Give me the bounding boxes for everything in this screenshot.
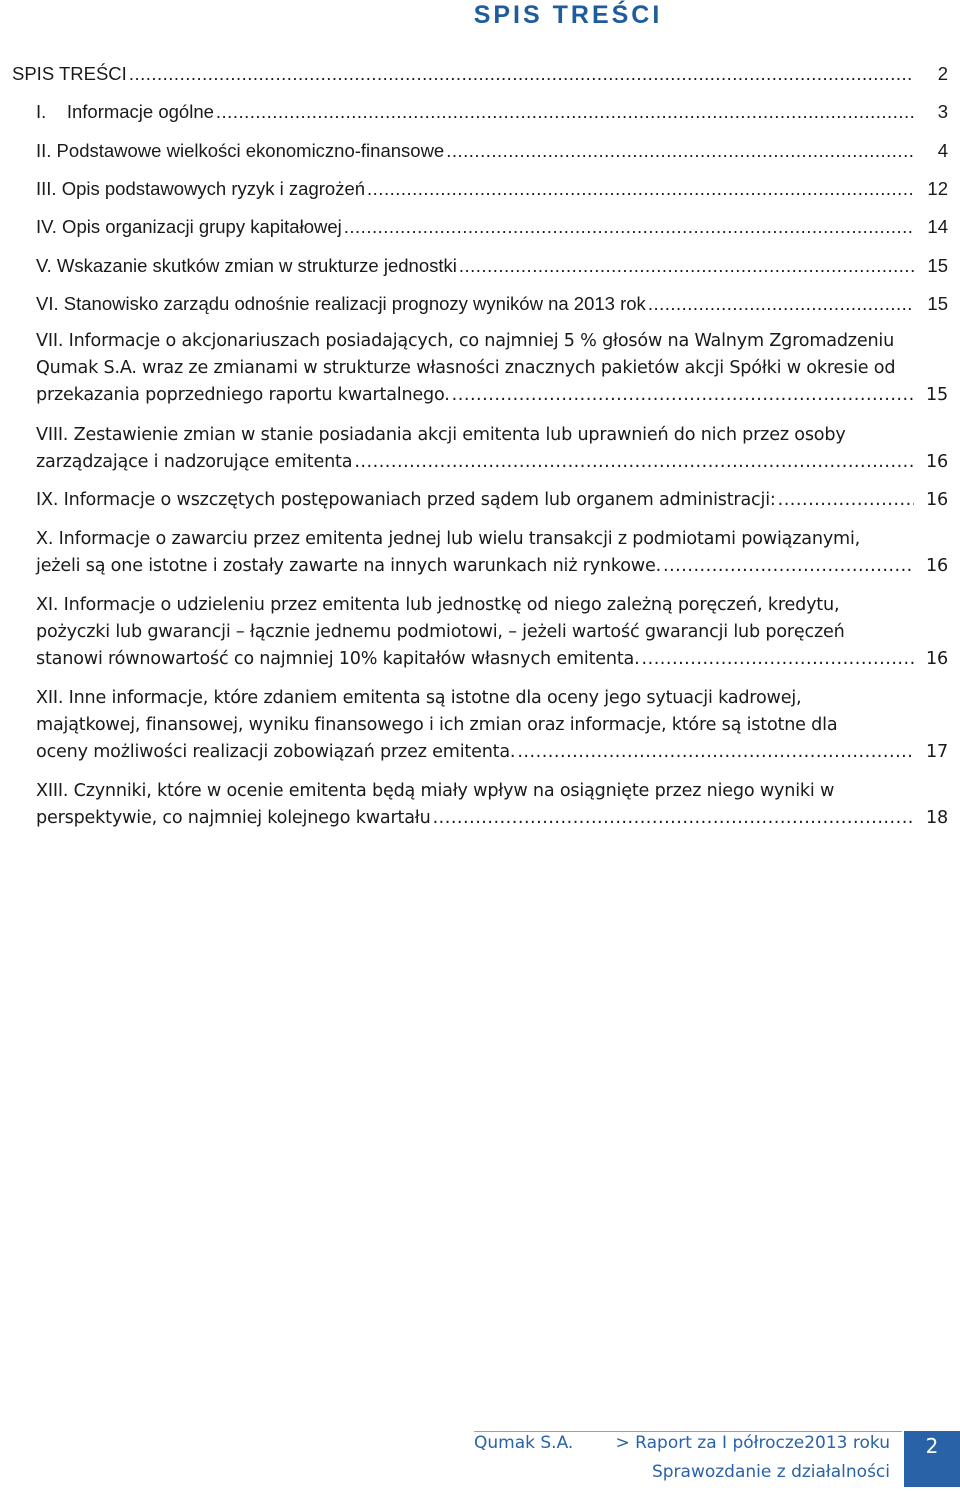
toc-entry-text: XII. Inne informacje, które zdaniem emitenta są istotne dla oceny jego sytuacji kadrowej, [36, 688, 802, 708]
toc-entry[interactable] [36, 778, 948, 832]
toc-entry-text: jeżeli są one istotne i zostały zawarte na innych warunkach niż rynkowe. [36, 556, 661, 576]
toc-entry-text: perspektywie, co najmniej kolejnego kwartału [36, 808, 431, 828]
toc-entry-text: SPIS TREŚCI [12, 63, 127, 84]
toc-entry[interactable] [36, 328, 948, 409]
toc-page-number: 15 [926, 385, 948, 405]
toc-entry-text: XIII. Czynniki, które w ocenie emitenta będą miały wpływ na osiągnięte przez niego wyniki w [36, 781, 835, 801]
toc-page-number: 14 [927, 216, 948, 237]
toc-entry-text: VIII. Zestawienie zmian w stanie posiadania akcji emitenta lub uprawnień do nich przez osoby [36, 425, 846, 445]
toc-entry[interactable] [36, 422, 948, 476]
toc-entry-text: Qumak S.A. wraz ze zmianami w strukturze własności znacznych pakietów akcji Spółki w okresie od [36, 358, 896, 378]
footer-divider [474, 1431, 902, 1432]
toc-entry[interactable] [36, 252, 948, 279]
toc-page-number: 16 [926, 649, 948, 669]
toc-entry-text: pożyczki lub gwarancji – łącznie jednemu podmiotowi, – jeżeli wartość gwarancji lub poręczeń [36, 622, 845, 642]
toc-entry-text: majątkowej, finansowej, wyniku finansowego i ich zmian oraz informacje, które są istotne dla [36, 715, 838, 735]
toc-entry-text: zarządzające i nadzorujące emitenta [36, 452, 353, 472]
toc-entry[interactable] [36, 175, 948, 202]
toc-page-number: 16 [926, 556, 948, 576]
toc-entry[interactable] [36, 213, 948, 240]
toc-entry[interactable] [36, 290, 948, 317]
toc-entry-text: stanowi równowartość co najmniej 10% kapitałów własnych emitenta. [36, 649, 640, 669]
toc-entry-text: oceny możliwości realizacji zobowiązań przez emitenta. [36, 742, 516, 762]
toc-page-number: 12 [927, 178, 948, 199]
page-title: SPIS TREŚCI [473, 1, 663, 29]
toc-entry-text: III. Opis podstawowych ryzyk i zagrożeń [36, 178, 366, 199]
footer-subtitle: Sprawozdanie z działalności [651, 1462, 890, 1482]
toc-entry-text: IX. Informacje o wszczętych postępowaniach przed sądem lub organem administracji: [36, 490, 776, 510]
toc-page-number: 17 [926, 742, 948, 762]
toc-page-number: 3 [937, 101, 948, 122]
toc-entry[interactable] [36, 487, 948, 514]
toc-entry-text: przekazania poprzedniego raportu kwartalnego. [36, 385, 450, 405]
toc-entry[interactable] [12, 60, 948, 87]
footer-company: Qumak S.A. [474, 1433, 574, 1453]
toc-page-number: 4 [937, 140, 948, 161]
footer-report-title: > Raport za I półrocze2013 roku [615, 1433, 890, 1453]
toc-page-number: 16 [926, 452, 948, 472]
toc-entry[interactable] [36, 685, 948, 766]
toc-entry[interactable] [36, 98, 948, 125]
toc-entry-text: VI. Stanowisko zarządu odnośnie realizacji prognozy wyników na 2013 rok [36, 293, 646, 314]
toc-page-number: 16 [926, 490, 948, 510]
toc-page-number: 15 [927, 255, 948, 276]
toc-entry-text: V. Wskazanie skutków zmian w strukturze jednostki [36, 255, 457, 276]
page-number: 2 [925, 1434, 939, 1458]
toc-page-number: 18 [926, 808, 948, 828]
toc-entry[interactable] [36, 592, 948, 673]
toc-page-number: 15 [927, 293, 948, 314]
toc-page-number: 2 [937, 63, 948, 84]
toc-entry[interactable] [36, 137, 948, 164]
toc-entry-text: I. Informacje ogólne [36, 101, 214, 122]
toc-entry-text: X. Informacje o zawarciu przez emitenta jednej lub wielu transakcji z podmiotami powiązanymi, [36, 529, 861, 549]
toc-entry[interactable] [36, 526, 948, 580]
toc-entry-text: VII. Informacje o akcjonariuszach posiadających, co najmniej 5 % głosów na Walnym Zgromadzeniu [36, 331, 895, 351]
toc-entry-text: II. Podstawowe wielkości ekonomiczno-finansowe [36, 140, 445, 161]
toc-entry-text: IV. Opis organizacji grupy kapitałowej [36, 216, 342, 237]
toc-entry-text: XI. Informacje o udzieleniu przez emitenta lub jednostkę od niego zależną poręczeń, kredytu, [36, 595, 840, 615]
